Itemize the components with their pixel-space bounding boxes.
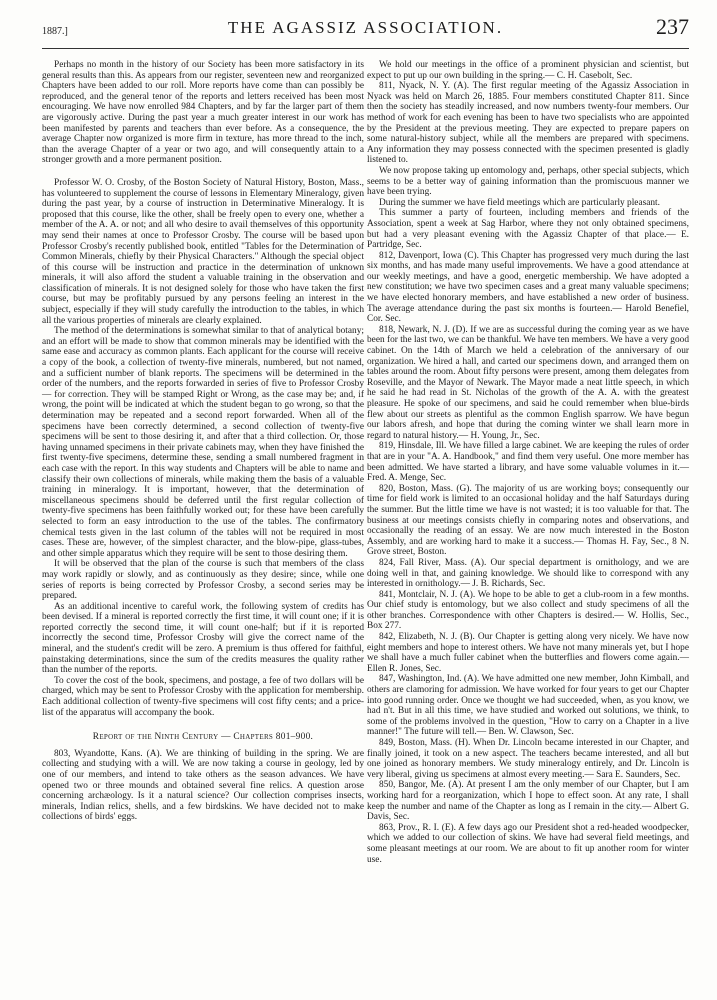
- chapter-report: 842, Elizabeth, N. J. (B). Our Chapter is getting along very nicely. We have now eight members and hope to interest others. We have not many minerals yet, but I hope we shall have a much fuller cabinet when the butterflies and flowers come again.— Ellen R. Jones, Sec.: [367, 632, 689, 674]
- page-header: [42, 12, 689, 44]
- crosby-paragraph: Professor W. O. Crosby, of the Boston Society of Natural History, Boston, Mass., has volunteered to supplement the course of lessons in Elementary Mineralogy, given during the past year, by a course of instruction in Determinative Mineralogy. It is proposed that this course, like the other, shall be freely open to every one, whether a member of the A. A. or not; and all who desire to avail themselves of this opportunity may send their names at once to Professor Crosby. The course will be based upon Professor Crosby's recently published book, entitled "Tables for the Determination of Common Minerals, chiefly by their Physical Characters." Although the special object of this course will be instruction and practice in the determination of unknown minerals, it will also afford the student a valuable training in the observation and classification of minerals. It is not designed solely for those who have taken the first course, but may be profitably pursued by any persons feeling an interest in the subject, especially if they will study carefully the introduction to the tables, in which all the various properties of minerals are clearly explained.: [42, 177, 364, 326]
- method-paragraph: The method of the determinations is somewhat similar to that of analytical botany; and an effort will be made to show that common minerals may be identified with the same ease and accuracy as common plants. Each applicant for the course will receive a copy of the book, a collection of twenty-five minerals, numbered, but not named, and a sufficient number of blank reports. The specimens will be determined in the order of the numbers, and the reports forwarded in series of five to Professor Crosby — for correction. They will be stamped Right or Wrong, as the case may be; and, if wrong, the point will be indicated at which the student began to go wrong, so that the determination may be repeated and a second report forwarded. When all of the specimens have been correctly determined, a second collection of twenty-five specimens will be sent to those desiring it, and after that a third collection. Or, those having unnamed specimens in their private cabinets may, when they have finished the first twenty-five specimens, determine these, sending a small numbered fragment in each case with the report. In this way students and Chapters will be able to name and classify their own collections of minerals, while making them the basis of a valuable training in mineralogy. It is important, however, that the determination of miscellaneous specimens should be deferred until the first regular collection of twenty-five specimens has been faithfully worked out; for these have been carefully selected to form an easy introduction to the use of the tables. The confirmatory chemical tests given in the last column of the tables will not be required in most cases. These are, however, of the simplest character, and the blow-pipe, glass-tubes, and other simple apparatus which they require will be sent to those desiring them.: [42, 326, 364, 559]
- page-number: 237: [656, 14, 689, 39]
- intro-paragraph: Perhaps no month in the history of our Society has been more satisfactory in its general results than this. As appears from our register, seventeen new and reorganized Chapters have been added to our roll. More reports have come than can possibly be reproduced, and the general tenor of the reports and letters received has been most encouraging. We have now enrolled 984 Chapters, and by far the larger part of them are vigorously active. During the past year a much greater interest in our work has been manifested by parents and teachers than ever before. As a consequence, the average Chapter now organized is more firm in texture, has more thread to the inch, than the average Chapter of a year or two ago, and will consequently attain to a stronger growth and a more permanent position.: [42, 60, 364, 166]
- chapter-report: 850, Bangor, Me. (A). At present I am the only member of our Chapter, but I am working hard for a reorganization, which I hope to effect soon. At any rate, I shall keep the number and name of the Chapter as long as I remain in the city.— Albert G. Davis, Sec.: [367, 780, 689, 823]
- chapter-report: During the summer we have field meetings which are particularly pleasant.: [379, 197, 660, 208]
- chapter-report: 841, Montclair, N. J. (A). We hope to be able to get a club-room in a few months. Our chief study is entomology, but we also collect and study specimens of all the other branches. Correspondence with other Chapters is desired.— W. Hollis, Sec., Box 277.: [367, 589, 689, 632]
- fee-paragraph: To cover the cost of the book, specimens, and postage, a fee of two dollars will be charged, which may be sent to Professor Crosby with the application for membership. Each additional collection of twenty-five specimens will cost fifty cents; and a price-list of the apparatus will accompany the book.: [42, 675, 364, 718]
- chapter-report: We hold our meetings in the office of a prominent physician and scientist, but expect to put up our own building in the spring.— C. H. Casebolt, Sec.: [367, 60, 689, 81]
- journal-title: THE AGASSIZ ASSOCIATION.: [227, 18, 504, 37]
- chapter-report: 803, Wyandotte, Kans. (A). We are thinking of building in the spring. We are collecting and studying with a will. We are now taking a course in geology, led by one of our members, and intend to take others as the season advances. We have opened two or three mounds and obtained several fine relics. A question arose concerning archæology. Is it a natural science? Our collection comprises insects, minerals, Indian relics, shells, and a few birdskins. We have decided not to make collections of birds' eggs.: [42, 748, 364, 823]
- chapter-report: 820, Boston, Mass. (G). The majority of us are working boys; consequently our time for field work is limited to an occasional holiday and the half Saturdays during the summer. But the little time we have is not wasted; it is too valuable for that. The business at our meetings consists chiefly in comparing notes and observations, and occasionally the reading of an essay. We are now much interested in the Boston Assembly, and are working hard to make it a success.— Thomas H. Fay, Sec., 8 N. Grove street, Boston.: [367, 483, 689, 558]
- chapter-report: 847, Washington, Ind. (A). We have admitted one new member, John Kimball, and others are clamoring for admission. We have worked for four years to get our Chapter into good running order. Once we thought we had succeeded, when, as you know, we had n't. But in all this time, we have studied and worked out solutions, we think, to some of the problems involved in the question, "How to carry on a Chapter in a live manner!" The future will tell.— Ben. W. Clawson, Sec.: [367, 674, 689, 738]
- chapter-report: 849, Boston, Mass. (H). When Dr. Lincoln became interested in our Chapter, and finally joined, it took on a new aspect. The teachers became interested, and all but one joined as honorary members. We study mineralogy entirely, and Dr. Lincoln is very liberal, giving us specimens at almost every meeting.— Sara E. Saunders, Sec.: [367, 738, 689, 780]
- section-heading: Report of the Ninth Century — Chapters 801–900.: [92, 732, 314, 743]
- chapter-report: 818, Newark, N. J. (D). If we are as successful during the coming year as we have been for the last two, we can be thankful. We have ten members. We have a very good cabinet. On the 14th of March we held a celebration of the anniversary of our organization. We hired a hall, and carted our specimens down, and arranged them on tables around the room. About fifty persons were present, among them delegates from Roseville, and the Mayor of Newark. The Mayor made a neat little speech, in which he said he had read in St. Nicholas of the growth of the A. A. with the greatest pleasure. He spoke of our specimens, and said he could remember when blue-birds flew about our streets as plentiful as the common English sparrow. We have begun our labors afresh, and hope that during the coming winter we shall learn more in regard to natural history.— H. Young, Jr., Sec.: [367, 324, 689, 441]
- chapter-report: 819, Hinsdale, Ill. We have filled a large cabinet. We are keeping the rules of order that are in your "A. A. Handbook," and find them very useful. One more member has been admitted. We have started a library, and have some valuable volumes in it.— Fred. A. Menge, Sec.: [367, 441, 689, 484]
- chapter-report: This summer a party of fourteen, including members and friends of the Association, spent a week at Sag Harbor, where they not only obtained specimens, but had a very pleasant evening with the Agassiz Chapter of that place.— E. Partridge, Sec.: [367, 208, 689, 251]
- credits-paragraph: As an additional incentive to careful work, the following system of credits has been devised. If a mineral is reported correctly the first time, it will count one; if it is reported correctly the second time, it will count one-half; but if it is reported incorrectly the second time, Professor Crosby will give the correct name of the mineral, and the student's credit will be zero. A premium is thus offered for faithful, painstaking determinations, since the sum of the credits measures the quality rather than the number of the reports.: [42, 601, 364, 676]
- plan-paragraph: It will be observed that the plan of the course is such that members of the class may work rapidly or slowly, and as continuously as they desire; since, while one series of reports is being corrected by Professor Crosby, a second series may be prepared.: [42, 559, 364, 602]
- chapter-report: 824, Fall River, Mass. (A). Our special department is ornithology, and we are doing well in that, and gaining knowledge. We should like to correspond with any interested in ornithology.— J. B. Richards, Sec.: [367, 557, 689, 590]
- right-column: [367, 60, 689, 865]
- chapter-report: We now propose taking up entomology and, perhaps, other special subjects, which seems to be a better way of gaining information than the promiscuous manner we have been trying.: [367, 165, 689, 198]
- chapter-report: 812, Davenport, Iowa (C). This Chapter has progressed very much during the last six months, and has made many useful improvements. We have a good attendance at our weekly meetings, and have a good, energetic membership. We have adopted a new constitution; we have two specimen cases and a great many valuable specimens; we have elected honorary members, and have established a new order of business. The average attendance during the past six months is fourteen.— Harold Benefiel, Cor. Sec.: [367, 250, 689, 325]
- header-rule: [42, 48, 689, 49]
- chapter-report: 863, Prov., R. I. (E). A few days ago our President shot a red-headed woodpecker, which we added to our collection of skins. We have had several field meetings, and some pleasant meetings at our room. We are about to fit up another room for winter use.: [367, 822, 689, 865]
- year-label: 1887.]: [42, 26, 68, 37]
- chapter-report: 811, Nyack, N. Y. (A). The first regular meeting of the Agassiz Association in Nyack was held on March 26, 1885. Four members constituted Chapter 811. Since then the society has steadily increased, and now numbers twenty-four members. Our method of work for each evening has been to have two specialists who are appointed by the President at the previous meeting. They are expected to prepare papers on some natural-history subject, while all the members are prepared with specimens. Any information they may possess connected with the specimen presented is gladly listened to.: [367, 81, 689, 166]
- left-column: [42, 60, 364, 823]
